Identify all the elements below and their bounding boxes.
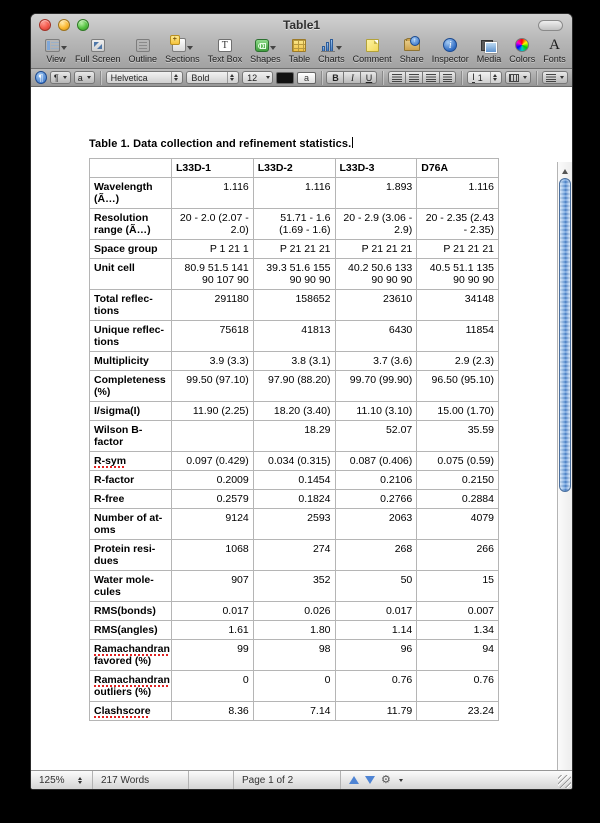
chevron-down-icon [266, 76, 270, 79]
font-size-select[interactable] [242, 71, 273, 84]
row-label-cell[interactable] [90, 640, 172, 671]
value-cell[interactable]: 96.50 (95.10) [417, 371, 499, 402]
value-cell[interactable]: 0.097 (0.429) [172, 452, 254, 471]
row-label-line: Completeness [94, 374, 166, 386]
row-label-cell[interactable] [90, 240, 172, 259]
value-cell[interactable]: 0.76 [335, 671, 417, 702]
columns-icon [509, 74, 519, 82]
table-row [90, 471, 499, 490]
typeface-select[interactable] [186, 71, 239, 84]
value-cell[interactable]: 0.075 (0.59) [417, 452, 499, 471]
row-label-line: I/sigma(I) [94, 405, 141, 417]
format-bar [31, 69, 572, 87]
view-icon [45, 39, 60, 52]
row-label-cell[interactable] [90, 602, 172, 621]
value-cell[interactable]: 0 [253, 671, 335, 702]
stepper-icon [75, 775, 84, 786]
toolbar-toggle-button[interactable] [538, 20, 563, 31]
value-cell[interactable]: 0.2884 [417, 490, 499, 509]
statistics-table[interactable] [89, 158, 499, 721]
row-label-cell[interactable] [90, 371, 172, 402]
fullscreen-icon [91, 39, 105, 52]
divider [382, 71, 383, 85]
divider [321, 71, 322, 85]
align-right-button[interactable] [422, 71, 439, 84]
row-label-line: Unit cell [94, 262, 135, 274]
row-label-cell[interactable] [90, 259, 172, 290]
row-label-line: Total reflec- [94, 293, 153, 305]
stepper-icon [171, 72, 180, 83]
divider [461, 71, 462, 85]
text-color-well[interactable] [276, 72, 294, 84]
table-row [90, 621, 499, 640]
chevron-down-icon [187, 46, 193, 50]
value-cell[interactable]: 0.2150 [417, 471, 499, 490]
toolbar-label: Outline [128, 54, 158, 64]
toolbar-textbox-button[interactable] [208, 37, 243, 64]
page-indicator[interactable] [233, 771, 341, 789]
value-cell[interactable]: 268 [335, 540, 417, 571]
gear-icon[interactable]: ⚙ [381, 773, 391, 786]
value-cell[interactable]: 40.5 51.1 135 90 90 90 [417, 259, 499, 290]
table-row [90, 671, 499, 702]
chevron-down-icon [399, 779, 403, 782]
value-cell[interactable]: 1.116 [172, 178, 254, 209]
row-label-cell[interactable] [90, 540, 172, 571]
row-label-line: favored (%) [94, 655, 152, 667]
value-cell[interactable]: 0.76 [417, 671, 499, 702]
font-size-value: 12 [247, 72, 258, 83]
value-cell[interactable]: 0.007 [417, 602, 499, 621]
row-label-cell[interactable] [90, 702, 172, 721]
value-cell[interactable]: 2593 [253, 509, 335, 540]
value-cell[interactable]: 11854 [417, 321, 499, 352]
table-row [90, 540, 499, 571]
list-button[interactable] [542, 71, 568, 84]
value-cell[interactable]: 4079 [417, 509, 499, 540]
align-center-icon [409, 74, 419, 82]
value-cell[interactable]: 0.1824 [253, 490, 335, 509]
column-header-L33D-2[interactable]: L33D-2 [253, 159, 335, 178]
toolbar-inspector-button[interactable] [432, 37, 469, 64]
row-label-line: outliers (%) [94, 686, 152, 698]
value-cell[interactable]: 1.893 [335, 178, 417, 209]
table-row [90, 240, 499, 259]
table-row [90, 209, 499, 240]
value-cell[interactable]: 11.79 [335, 702, 417, 721]
table-body [90, 178, 499, 721]
row-label-cell[interactable] [90, 321, 172, 352]
toolbar-label: Fonts [543, 54, 566, 64]
row-label-line: Number of at- [94, 512, 163, 524]
row-label-cell[interactable] [90, 402, 172, 421]
value-cell[interactable]: 52.07 [335, 421, 417, 452]
toolbar-label: Colors [509, 54, 536, 64]
value-cell[interactable]: 2063 [335, 509, 417, 540]
chevron-down-icon [336, 46, 342, 50]
char-mark: a [77, 72, 83, 83]
word-count [93, 771, 189, 789]
value-cell[interactable]: 266 [417, 540, 499, 571]
value-cell[interactable]: 1.116 [253, 178, 335, 209]
value-cell[interactable]: 1068 [172, 540, 254, 571]
value-cell[interactable]: 40.2 50.6 133 90 90 90 [335, 259, 417, 290]
value-cell[interactable]: 20 - 2.0 (2.07 - 2.0) [172, 209, 254, 240]
comment-icon [366, 39, 379, 52]
value-cell[interactable] [172, 421, 254, 452]
table-row [90, 421, 499, 452]
value-cell[interactable]: 98 [253, 640, 335, 671]
row-label-line: tions [94, 336, 120, 348]
value-cell[interactable]: 18.20 (3.40) [253, 402, 335, 421]
value-cell[interactable]: 39.3 51.6 155 90 90 90 [253, 259, 335, 290]
table-row [90, 352, 499, 371]
value-cell[interactable]: 0.2106 [335, 471, 417, 490]
value-cell[interactable]: 2.9 (2.3) [417, 352, 499, 371]
line-spacing-control[interactable] [467, 71, 502, 84]
toolbar-outline-button[interactable] [129, 37, 158, 64]
table-row [90, 290, 499, 321]
row-label-cell[interactable] [90, 621, 172, 640]
column-header-L33D-3[interactable]: L33D-3 [335, 159, 417, 178]
row-label-line: R-factor [94, 474, 135, 486]
value-cell[interactable]: 6430 [335, 321, 417, 352]
align-center-button[interactable] [405, 71, 422, 84]
value-cell[interactable]: P 1 21 1 [172, 240, 254, 259]
toolbar-label: Share [399, 54, 424, 64]
media-icon [481, 39, 497, 52]
row-label-cell[interactable] [90, 509, 172, 540]
value-cell[interactable]: 158652 [253, 290, 335, 321]
align-left-icon [392, 74, 402, 82]
value-cell[interactable]: 96 [335, 640, 417, 671]
value-cell[interactable]: 0.087 (0.406) [335, 452, 417, 471]
toolbar-view-button[interactable] [45, 37, 67, 64]
value-cell[interactable]: 50 [335, 571, 417, 602]
row-label-line: Unique reflec- [94, 324, 165, 336]
row-label-line: Protein resi- [94, 543, 156, 555]
value-cell[interactable]: 274 [253, 540, 335, 571]
row-label-line: RMS(angles) [94, 624, 158, 636]
row-label-line: factor [94, 436, 124, 448]
next-page-button[interactable] [365, 776, 375, 784]
toolbar-label: Comment [352, 54, 392, 64]
character-style-menu[interactable] [74, 71, 95, 84]
font-family-select[interactable] [106, 71, 184, 84]
status-bar [31, 770, 572, 789]
row-label-line: cules [94, 586, 121, 598]
row-label-line: R-free [94, 493, 125, 505]
value-cell[interactable]: 18.29 [253, 421, 335, 452]
table-row [90, 371, 499, 402]
stepper-icon [227, 72, 236, 83]
paragraph-mark: ¶ [53, 72, 59, 83]
chevron-down-icon [560, 76, 564, 79]
table-row [90, 178, 499, 209]
toolbar-comment-button[interactable] [353, 37, 392, 64]
column-header-D76A[interactable]: D76A [417, 159, 499, 178]
value-cell[interactable]: 0.2579 [172, 490, 254, 509]
shapes-icon [255, 39, 269, 52]
table-icon [292, 39, 306, 52]
row-label-line: Wavelength [94, 181, 153, 193]
fonts-icon: A [549, 36, 560, 53]
page-navigation [341, 771, 411, 789]
scrollbar-thumb[interactable] [559, 178, 571, 492]
value-cell[interactable]: 11.90 (2.25) [172, 402, 254, 421]
page-indicator-text: Page 1 of 2 [242, 774, 294, 786]
table-row [90, 452, 499, 471]
table-caption[interactable] [89, 137, 500, 150]
table-row [90, 571, 499, 602]
outline-icon [136, 39, 150, 52]
columns-button[interactable] [505, 71, 531, 84]
pages-window [30, 13, 573, 790]
zoom-control[interactable] [31, 771, 93, 789]
toolbar-label: Shapes [250, 54, 281, 64]
table-row [90, 640, 499, 671]
row-label-cell[interactable] [90, 671, 172, 702]
column-header-L33D-1[interactable]: L33D-1 [172, 159, 254, 178]
value-cell[interactable]: 15.00 (1.70) [417, 402, 499, 421]
toolbar-label: Charts [318, 54, 345, 64]
text-style-buttons [326, 71, 377, 84]
font-family-value: Helvetica [110, 72, 148, 83]
alignment-buttons [388, 71, 456, 84]
row-label-line: dues [94, 555, 119, 567]
typeface-value: Bold [191, 72, 210, 83]
row-label-cell[interactable] [90, 471, 172, 490]
charts-icon [321, 39, 335, 52]
value-cell[interactable]: 0.2009 [172, 471, 254, 490]
value-cell[interactable]: 20 - 2.35 (2.43 - 2.35) [417, 209, 499, 240]
chevron-down-icon [87, 76, 91, 79]
row-label-cell[interactable] [90, 352, 172, 371]
value-cell[interactable]: 11.10 (3.10) [335, 402, 417, 421]
value-cell[interactable]: 23.24 [417, 702, 499, 721]
toolbar-media-button[interactable] [477, 37, 502, 64]
table-row [90, 490, 499, 509]
line-spacing-value: 1 [477, 72, 483, 83]
toolbar-fonts-button[interactable] [543, 37, 566, 64]
chevron-down-icon [270, 46, 276, 50]
table-corner-cell[interactable] [90, 159, 172, 178]
value-cell[interactable]: 94 [417, 640, 499, 671]
title-bar[interactable] [31, 14, 572, 36]
value-cell[interactable]: 1.80 [253, 621, 335, 640]
value-cell[interactable]: 34148 [417, 290, 499, 321]
row-label-cell[interactable] [90, 421, 172, 452]
table-row [90, 402, 499, 421]
share-icon [404, 39, 420, 51]
highlight-color-well[interactable]: a [297, 72, 315, 84]
table-row [90, 321, 499, 352]
toolbar-colors-button[interactable] [509, 37, 535, 64]
row-label-line: Clashscore [94, 705, 151, 717]
row-label-line: (%) [94, 386, 111, 398]
value-cell[interactable]: 0 [172, 671, 254, 702]
document-canvas[interactable] [31, 88, 572, 772]
toolbar-charts-button[interactable] [318, 37, 345, 64]
row-label-line: Water mole- [94, 574, 154, 586]
row-label-cell[interactable] [90, 290, 172, 321]
value-cell[interactable]: 3.9 (3.3) [172, 352, 254, 371]
table-row [90, 702, 499, 721]
text-cursor [352, 137, 353, 148]
toolbar-label: Full Screen [75, 54, 121, 64]
toolbar [31, 36, 572, 69]
value-cell[interactable]: P 21 21 21 [335, 240, 417, 259]
table-row [90, 509, 499, 540]
value-cell[interactable]: 7.14 [253, 702, 335, 721]
list-icon [546, 74, 556, 82]
window-chrome [31, 14, 572, 69]
word-count-text: 217 Words [101, 774, 150, 786]
row-label-line: tions [94, 305, 120, 317]
value-cell[interactable]: 41813 [253, 321, 335, 352]
row-label-line: Space group [94, 243, 158, 255]
value-cell[interactable]: 75618 [172, 321, 254, 352]
row-label-line: Ramachandran [94, 643, 170, 655]
value-cell[interactable]: 99.70 (99.90) [335, 371, 417, 402]
row-label-line: (Ã…) [94, 193, 120, 205]
underline-button[interactable]: U [360, 71, 377, 84]
value-cell[interactable]: 352 [253, 571, 335, 602]
row-label-line: Ramachandran [94, 674, 170, 686]
value-cell[interactable]: P 21 21 21 [253, 240, 335, 259]
value-cell[interactable]: 9124 [172, 509, 254, 540]
divider [100, 71, 101, 85]
row-label-line: R-sym [94, 455, 127, 467]
chevron-down-icon [523, 76, 527, 79]
value-cell[interactable]: 0.1454 [253, 471, 335, 490]
textbox-icon: T [218, 39, 232, 52]
value-cell[interactable]: 0.026 [253, 602, 335, 621]
bold-button[interactable]: B [326, 71, 343, 84]
value-cell[interactable]: 1.14 [335, 621, 417, 640]
value-cell[interactable]: 0.017 [172, 602, 254, 621]
row-label-cell[interactable] [90, 571, 172, 602]
table-caption-text: Table 1. Data collection and refinement statistics. [89, 138, 352, 150]
toolbar-shapes-button[interactable] [250, 37, 281, 64]
sections-icon [172, 38, 186, 52]
value-cell[interactable]: 51.71 - 1.6 (1.69 - 1.6) [253, 209, 335, 240]
value-cell[interactable]: 0.034 (0.315) [253, 452, 335, 471]
chevron-down-icon [63, 76, 67, 79]
value-cell[interactable]: 3.8 (3.1) [253, 352, 335, 371]
table-row [90, 602, 499, 621]
row-label-line: oms [94, 524, 116, 536]
row-label-line: Wilson B- [94, 424, 143, 436]
value-cell[interactable]: 23610 [335, 290, 417, 321]
value-cell[interactable]: 35.59 [417, 421, 499, 452]
value-cell[interactable]: 1.116 [417, 178, 499, 209]
value-cell[interactable]: 80.9 51.5 141 90 107 90 [172, 259, 254, 290]
value-cell[interactable]: 3.7 (3.6) [335, 352, 417, 371]
row-label-cell[interactable] [90, 178, 172, 209]
paragraph-style-menu[interactable] [50, 71, 71, 84]
align-justify-button[interactable] [439, 71, 456, 84]
document-content [89, 137, 500, 721]
zoom-level: 125% [39, 774, 65, 786]
table-header-row [90, 159, 499, 178]
align-right-icon [426, 74, 436, 82]
toolbar-fullscreen-button[interactable] [75, 37, 121, 64]
row-label-line: range (Ã…) [94, 224, 151, 236]
row-label-line: Multiplicity [94, 355, 149, 367]
value-cell[interactable]: P 21 21 21 [417, 240, 499, 259]
paragraph-style-icon[interactable]: ¶ [35, 71, 47, 84]
row-label-cell[interactable] [90, 490, 172, 509]
toolbar-label: Sections [165, 54, 200, 64]
value-cell[interactable]: 20 - 2.9 (3.06 - 2.9) [335, 209, 417, 240]
row-label-cell[interactable] [90, 209, 172, 240]
row-label-line: RMS(bonds) [94, 605, 156, 617]
value-cell[interactable]: 291180 [172, 290, 254, 321]
value-cell[interactable]: 15 [417, 571, 499, 602]
toolbar-label: View [46, 54, 66, 64]
value-cell[interactable]: 1.34 [417, 621, 499, 640]
align-justify-icon [443, 74, 452, 82]
colors-icon [515, 38, 529, 52]
value-cell[interactable]: 0.2766 [335, 490, 417, 509]
value-cell[interactable]: 1.61 [172, 621, 254, 640]
line-spacing-icon: I [472, 72, 475, 82]
toolbar-sections-button[interactable] [165, 37, 200, 64]
toolbar-label: Media [476, 54, 502, 64]
chevron-down-icon [61, 46, 67, 50]
toolbar-share-button[interactable] [400, 37, 424, 64]
table-row [90, 259, 499, 290]
toolbar-table-button[interactable] [289, 37, 311, 64]
toolbar-label: Table [288, 54, 311, 64]
table-header [90, 159, 499, 178]
divider [536, 71, 537, 85]
previous-page-button[interactable] [349, 776, 359, 784]
inspector-icon: i [443, 38, 457, 52]
row-label-cell[interactable] [90, 452, 172, 471]
value-cell[interactable]: 8.36 [172, 702, 254, 721]
value-cell[interactable]: 99 [172, 640, 254, 671]
scroll-up-arrow-icon[interactable] [562, 169, 568, 174]
resize-grip[interactable] [558, 775, 571, 788]
value-cell[interactable]: 0.017 [335, 602, 417, 621]
row-label-line: Resolution [94, 212, 149, 224]
value-cell[interactable]: 907 [172, 571, 254, 602]
window-title: Table1 [282, 18, 321, 32]
italic-button[interactable]: I [343, 71, 360, 84]
value-cell[interactable]: 97.90 (88.20) [253, 371, 335, 402]
value-cell[interactable]: 99.50 (97.10) [172, 371, 254, 402]
align-left-button[interactable] [388, 71, 405, 84]
toolbar-label: Text Box [207, 54, 243, 64]
stepper-icon [490, 72, 499, 83]
vertical-scrollbar[interactable] [557, 162, 572, 790]
toolbar-label: Inspector [431, 54, 469, 64]
